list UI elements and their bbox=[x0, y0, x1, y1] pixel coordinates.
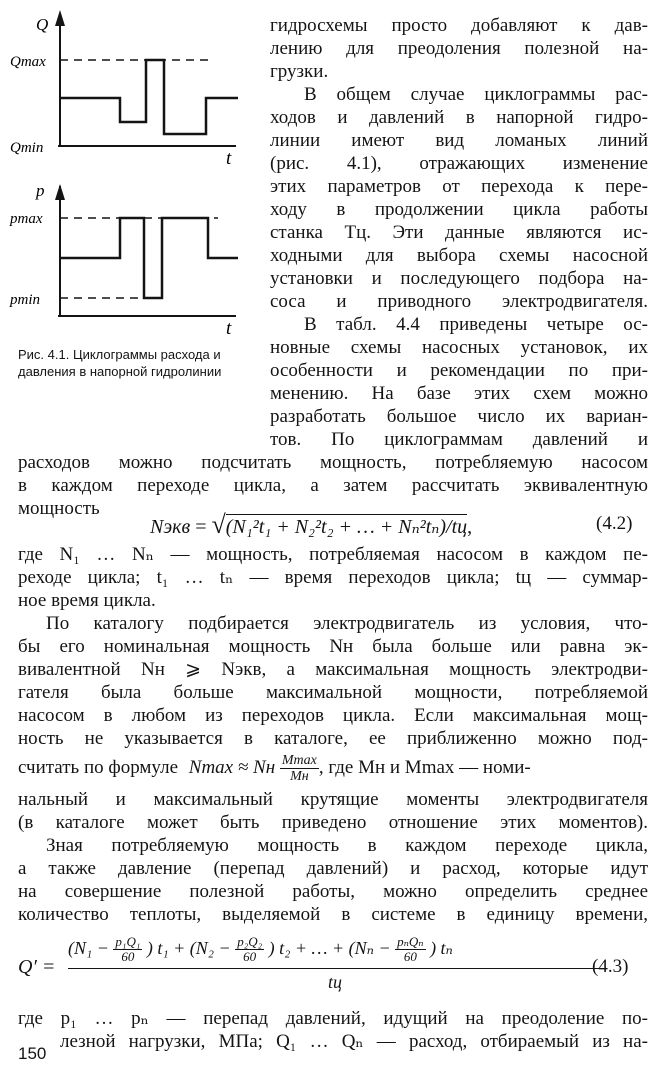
text-line: В табл. 4.4 приведены четыре ос- bbox=[304, 314, 648, 335]
text-line: где p₁ … pₙ — перепад давлений, идущий на преодоление по- bbox=[18, 1008, 648, 1029]
t-axis-label-q: t bbox=[226, 148, 232, 169]
text-line: реходе цикла; t₁ … tₙ — время переходов цикла; tц — суммар- bbox=[18, 567, 648, 588]
text-line: этих параметров от перехода к пере- bbox=[270, 176, 648, 197]
p-max-label: pmax bbox=[10, 211, 43, 227]
p-min-label: pmin bbox=[10, 292, 40, 308]
text-line: ное время цикла. bbox=[18, 590, 156, 611]
text-line: разработать большое число их вариан- bbox=[270, 406, 648, 427]
text-line: на совершение полезной работы, можно определить среднее bbox=[18, 881, 648, 902]
text-line: В общем случае циклограммы рас- bbox=[304, 84, 648, 105]
text-line: бы его номинальная мощность Nн была больше или равна эк- bbox=[18, 636, 648, 657]
q-axis-label: Q bbox=[36, 15, 49, 34]
text-line: ходу в продолжении цикла работы bbox=[270, 199, 648, 220]
inline-before: считать по формуле bbox=[18, 757, 179, 778]
eq43-lhs: Q′ = bbox=[18, 956, 56, 978]
text-line: По каталогу подбирается электродвигатель из условия, что- bbox=[46, 613, 648, 634]
text-line: ходными для выбора схемы насосной bbox=[270, 245, 648, 266]
text-line: ходов и давлений в напорной гидро- bbox=[270, 107, 648, 128]
text-line: мощность bbox=[18, 498, 100, 519]
text-line: нальный и максимальный крутящие моменты электродвигателя bbox=[18, 789, 648, 810]
eq42-equals: = bbox=[195, 516, 207, 538]
equation-4-3 bbox=[18, 928, 648, 1008]
text-line: соса и приводного электродвигателя. bbox=[270, 291, 648, 312]
text-line: насосом в любом из переходов цикла. Если максимальная мощ- bbox=[18, 705, 648, 726]
text-line: вивалентной Nн ⩾ Nэкв, а максимальная мощность электродви- bbox=[18, 659, 648, 680]
text-line: новные схемы насосных установок, их bbox=[270, 337, 648, 358]
page-number: 150 bbox=[18, 1044, 47, 1063]
eq43-denominator: tц bbox=[328, 972, 343, 992]
text-line: (в каталоге может быть приведено отношение этих моментов). bbox=[18, 812, 648, 833]
text-line: (рис. 4.1), отражающих изменение bbox=[270, 153, 648, 174]
eq42-lhs: Nэкв bbox=[150, 516, 191, 538]
text-line: в каждом переходе цикла, а затем рассчитать эквивалентную bbox=[18, 475, 648, 496]
sqrt-icon: √ bbox=[211, 510, 226, 539]
text-line: станка Tц. Эти данные являются ис- bbox=[270, 222, 648, 243]
inline-lhs: Nmax ≈ Nн bbox=[188, 757, 276, 778]
eq42-radicand: (N₁²t₁ + N₂²t₂ + … + Nₙ²tₙ)/tц bbox=[225, 516, 468, 538]
text-line: гателя была больше максимальной мощности, потребляемой bbox=[18, 682, 648, 703]
text-line: лезной нагрузки, МПа; Q₁ … Qₙ — расход, отбираемый из на- bbox=[60, 1031, 648, 1052]
text-line: особенности и рекомендации по при- bbox=[270, 360, 648, 381]
eq43-numerator: (N₁ − $\frac{\text{p₁Q₁}}{60}$ ) t₁ + (N₂ − $\frac{\text{p₂Q₂}}{60}$ ) t₂ + … + (Nₙ − $\frac{\text{pₙQₙ}}{60}$ ) tₙ bbox=[68, 928, 604, 969]
inline-formula-line bbox=[18, 752, 648, 784]
text-line: где N₁ … Nₙ — мощность, потребляемая насосом в каждом пе- bbox=[18, 544, 648, 565]
text-line: расходов можно подсчитать мощность, потребляемую насосом bbox=[18, 452, 648, 473]
text-line: гидросхемы просто добавляют к дав- bbox=[270, 15, 648, 36]
text-line: установки и последующего подбора на- bbox=[270, 268, 648, 289]
text-line: менению. На базе этих схем можно bbox=[270, 383, 648, 404]
t-axis-label-p: t bbox=[226, 318, 232, 339]
equation-4-2: Nэкв = √(N₁²t₁ + N₂²t₂ + … + Nₙ²tₙ)/tц, bbox=[150, 510, 473, 539]
inline-fraction: $\frac{Mmax}{Mн}$ bbox=[281, 752, 317, 785]
text-line: лению для преодоления полезной на- bbox=[270, 38, 648, 59]
text-line: грузки. bbox=[270, 61, 329, 82]
equation-number-4-2: (4.2) bbox=[596, 513, 633, 534]
cyclogram-figure bbox=[8, 6, 258, 351]
text-line: линии имеют вид ломаных линий bbox=[270, 130, 648, 151]
text-line: Зная потребляемую мощность в каждом переходе цикла, bbox=[46, 835, 648, 856]
inline-after: , где Mн и Mmax — номи- bbox=[318, 757, 531, 778]
figure-caption: Рис. 4.1. Циклограммы расхода и давления в напорной гидролинии bbox=[18, 347, 222, 379]
text-line: количество теплоты, выделяемой в системе в единицу времени, bbox=[18, 904, 648, 925]
q-min-label: Qmin bbox=[10, 140, 44, 156]
equation-number-4-3: (4.3) bbox=[592, 956, 629, 977]
text-line: а также давление (перепад давлений) и расход, которые идут bbox=[18, 858, 648, 879]
text-line: тов. По циклограммам давлений и bbox=[270, 429, 648, 450]
text-line: ность не указывается в каталоге, ее приближенно можно под- bbox=[18, 728, 648, 749]
p-axis-label: p bbox=[36, 181, 45, 200]
q-max-label: Qmax bbox=[10, 54, 46, 70]
